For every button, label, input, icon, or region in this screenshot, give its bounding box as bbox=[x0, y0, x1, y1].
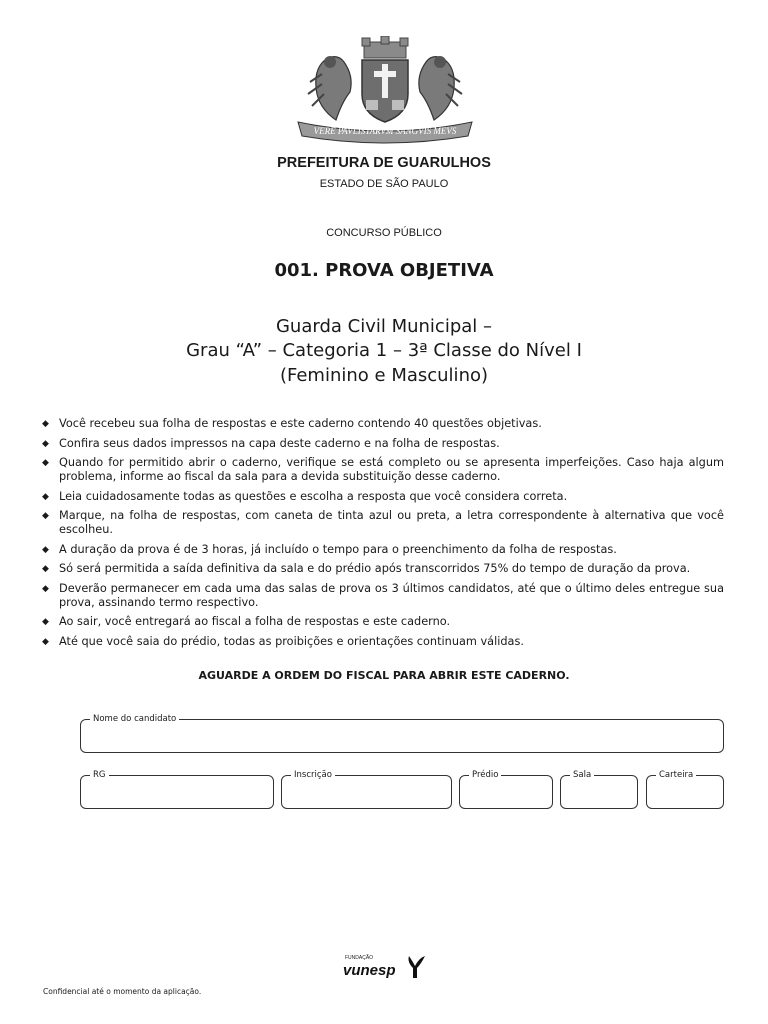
sala-field[interactable] bbox=[560, 770, 638, 809]
carteira-field[interactable] bbox=[646, 770, 724, 809]
instruction-text: Marque, na folha de respostas, com caneta de tinta azul ou preta, a letra correspondente à alternativa que você escolheu. bbox=[59, 509, 724, 536]
rg-label: RG bbox=[90, 769, 109, 781]
sala-label: Sala bbox=[570, 769, 594, 781]
instruction-item bbox=[42, 490, 724, 504]
instruction-text: Leia cuidadosamente todas as questões e escolha a resposta que você considera correta. bbox=[59, 489, 568, 503]
bullet-icon: ◆ bbox=[42, 458, 49, 468]
vunesp-logo bbox=[343, 950, 425, 980]
inscricao-label: Inscrição bbox=[291, 769, 335, 781]
bullet-icon: ◆ bbox=[42, 564, 49, 574]
confidential-notice: Confidencial até o momento da aplicação. bbox=[43, 987, 202, 996]
instruction-item bbox=[42, 417, 724, 431]
instruction-item bbox=[42, 562, 724, 576]
instruction-item bbox=[42, 582, 724, 610]
candidate-name-label: Nome do candidato bbox=[90, 713, 179, 725]
instruction-item bbox=[42, 437, 724, 451]
bullet-icon: ◆ bbox=[42, 636, 49, 647]
exam-title: 001. PROVA OBJETIVA bbox=[274, 260, 494, 281]
carteira-label: Carteira bbox=[656, 769, 696, 781]
inscricao-field[interactable] bbox=[281, 770, 452, 809]
instruction-text: Deverão permanecer em cada uma das salas de prova os 3 últimos candidatos, até que o último deles entregue sua prova, assinando termo respectivo. bbox=[59, 581, 724, 609]
bullet-icon: ◆ bbox=[42, 419, 49, 429]
contest-label: CONCURSO PÚBLICO bbox=[326, 227, 442, 239]
exam-subtitle-line: (Feminino e Masculino) bbox=[279, 365, 489, 386]
predio-label: Prédio bbox=[469, 769, 501, 781]
org-name: PREFEITURA DE GUARULHOS bbox=[277, 155, 491, 171]
rg-field[interactable] bbox=[80, 770, 274, 809]
bullet-icon: ◆ bbox=[42, 438, 49, 449]
bullet-icon: ◆ bbox=[42, 617, 49, 627]
instruction-text: Ao sair, você entregará ao fiscal a folha de respostas e este caderno. bbox=[59, 615, 451, 628]
instruction-item bbox=[42, 635, 724, 649]
instruction-item bbox=[42, 615, 724, 629]
crest-motto: VERE PAVLISTARVM SANGVIS MEVS bbox=[313, 126, 457, 136]
candidate-name-field[interactable] bbox=[80, 714, 724, 753]
instruction-text: A duração da prova é de 3 horas, já incluído o tempo para o preenchimento da folha de respostas. bbox=[59, 542, 617, 556]
predio-field[interactable] bbox=[459, 770, 553, 809]
instruction-text: Só será permitida a saída definitiva da sala e do prédio após transcorridos 75% do tempo de duração da prova. bbox=[59, 562, 691, 575]
await-notice: AGUARDE A ORDEM DO FISCAL PARA ABRIR ESTE CADERNO. bbox=[198, 669, 570, 682]
instruction-text: Quando for permitido abrir o caderno, verifique se está completo ou se apresenta imperfeições. Caso haja algum problema, informe ao fiscal da sala para a devida substituição desse caderno. bbox=[59, 456, 724, 483]
vunesp-logo-small-text: FUNDAÇÃO bbox=[345, 955, 374, 961]
instruction-item bbox=[42, 543, 724, 557]
instruction-text: Você recebeu sua folha de respostas e este caderno contendo 40 questões objetivas. bbox=[59, 417, 542, 430]
bullet-icon: ◆ bbox=[42, 491, 49, 502]
vunesp-logo-text: vunesp bbox=[343, 962, 396, 979]
instructions-list bbox=[42, 417, 724, 654]
exam-subtitle-line: Grau “A” – Categoria 1 – 3ª Classe do Nível I bbox=[186, 340, 582, 361]
bullet-icon: ◆ bbox=[42, 544, 49, 555]
bullet-icon: ◆ bbox=[42, 511, 49, 521]
bullet-icon: ◆ bbox=[42, 583, 49, 594]
instruction-item bbox=[42, 456, 724, 484]
instruction-text: Confira seus dados impressos na capa deste caderno e na folha de respostas. bbox=[59, 436, 500, 450]
instruction-text: Até que você saia do prédio, todas as proibições e orientações continuam válidas. bbox=[59, 634, 524, 648]
org-state: ESTADO DE SÃO PAULO bbox=[319, 178, 449, 190]
coat-of-arms-logo bbox=[292, 36, 478, 144]
instruction-item bbox=[42, 509, 724, 537]
exam-subtitle-line: Guarda Civil Municipal – bbox=[275, 316, 493, 337]
